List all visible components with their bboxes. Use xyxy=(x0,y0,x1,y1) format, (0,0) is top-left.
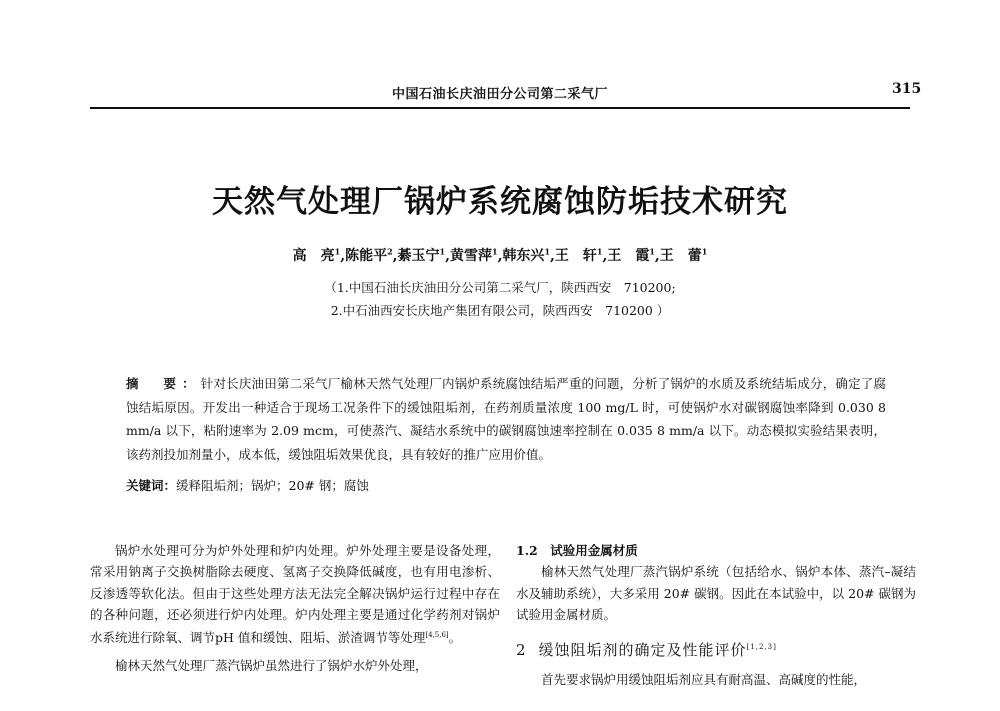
abstract xyxy=(126,372,886,466)
abstract-label: 摘 要： xyxy=(126,376,201,391)
citation: [4,5,6] xyxy=(425,631,449,640)
affiliation-1: （1.中国石油长庆油田分公司第二采气厂，陕西西安 710200; xyxy=(324,280,676,295)
author-affil-mark: 1 xyxy=(544,246,551,257)
keywords-label: 关键词： xyxy=(126,478,177,493)
body-column-right xyxy=(516,540,916,691)
author-affil-mark: 1 xyxy=(596,246,603,257)
body-column-left xyxy=(90,540,500,676)
author-name: 王 霞 xyxy=(607,248,650,264)
author-affil-mark: 1 xyxy=(701,246,708,257)
author-name: 高 亮 xyxy=(292,248,335,264)
section-number: 2 xyxy=(516,641,527,660)
keywords-text: 缓释阻垢剂；锅炉；20# 钢；腐蚀 xyxy=(176,478,369,493)
page-number: 315 xyxy=(892,81,922,97)
body-paragraph xyxy=(90,540,500,649)
author-affil-mark: 1 xyxy=(334,246,341,257)
author-affil-mark: 1 xyxy=(649,246,655,257)
author-name: 黄雪萍 xyxy=(449,248,492,264)
article-title: 天然气处理厂锅炉系统腐蚀防垢技术研究 xyxy=(212,184,788,220)
body-paragraph: 榆林天然气处理厂蒸汽锅炉虽然进行了锅炉水炉外处理， xyxy=(115,657,428,673)
keywords xyxy=(126,476,886,494)
header-rule xyxy=(90,107,910,109)
section-heading-2 xyxy=(516,637,916,661)
author-name: 王 蕾 xyxy=(659,248,702,264)
paragraph-end: 。 xyxy=(448,630,462,646)
author-name: 陈能平 xyxy=(345,248,388,264)
section-heading-1-2: 1.2 试验用金属材质 xyxy=(516,543,638,558)
section-title: 缓蚀阻垢剂的确定及性能评价 xyxy=(538,641,747,660)
author-affil-mark: 2 xyxy=(387,246,393,257)
author-list: 高 亮$^1$,陈能平$^2$,綦玉宁$^1$,黄雪萍$^1$,韩东兴$^1$,王 轩$^1$,王 霞$^1$,王 蕾$^1$ xyxy=(292,246,708,264)
body-paragraph: 榆林天然气处理厂蒸汽锅炉系统（包括给水、锅炉本体、蒸汽–凝结水及辅助系统），大多采用 20# 碳钢。因此在本试验中，以 20# 碳钢为试验用金属材质。 xyxy=(516,564,916,622)
author-name: 韩东兴 xyxy=(502,248,545,264)
citation: [1,2,3] xyxy=(746,643,777,652)
author-name: 綦玉宁 xyxy=(397,248,440,264)
body-paragraph: 首先要求锅炉用缓蚀阻垢剂应具有耐高温、高碱度的性能， xyxy=(541,672,867,688)
author-affil-mark: 1 xyxy=(439,246,446,257)
paragraph-text: 锅炉水处理可分为炉外处理和炉内处理。炉外处理主要是设备处理，常采用钠离子交换树脂除去硬度、氢离子交换降低碱度，也有用电渗析、反渗透等软化法。但由于这些处理方法无法完全解决锅炉运行过程中存在的各种问题，还必须进行炉内处理。炉内处理主要是通过化学药剂对锅炉水系统进行除氧、调节pH 值和缓蚀、阻垢、淤渣调节等处理 xyxy=(90,543,500,646)
affiliation-2: 2.中石油西安长庆地产集团有限公司，陕西西安 710200 ） xyxy=(330,303,670,318)
running-header: 中国石油长庆油田分公司第二采气厂 xyxy=(391,87,608,102)
abstract-text: 针对长庆油田第二采气厂榆林天然气处理厂内锅炉系统腐蚀结垢严重的问题，分析了锅炉的水质及系统结垢成分，确定了腐蚀结垢原因。开发出一种适合于现场工况条件下的缓蚀阻垢剂，在药剂质量浓度 100 mg/L 时，可使锅炉水对碳钢腐蚀率降到 0.030 8 mm/a 以下，粘附速率为 2.09 mcm，可使蒸汽、凝结水系统中的碳钢腐蚀速率控制在 0.035 8 mm/a 以下。动态模拟实验结果表明，该药剂投加剂量小，成本低，缓蚀阻垢效果优良，具有较好的推广应用价值。 xyxy=(126,376,886,462)
author-affil-mark: 1 xyxy=(491,246,498,257)
author-name: 王 轩 xyxy=(554,248,597,264)
